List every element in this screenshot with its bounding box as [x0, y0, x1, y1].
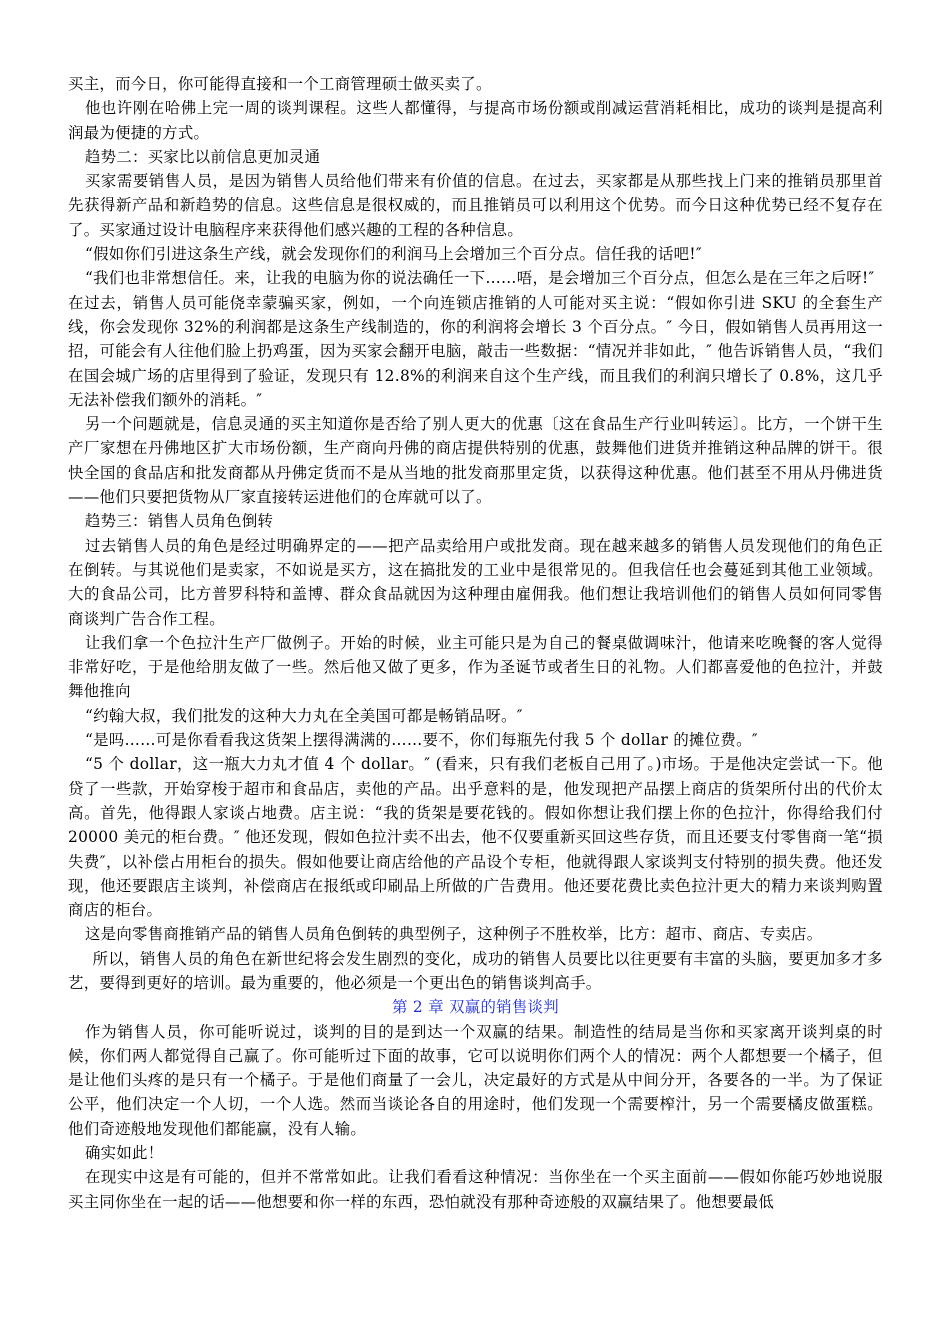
paragraph-salad-dressing: 让我们拿一个色拉汁生产厂做例子。开始的时候，业主可能只是为自己的餐桌做调味汁，他请来吃晚餐的客人觉得非常好吃，于是他给朋友做了一些。然后他又做了更多，作为圣诞节或者生日的礼物。人们都喜爱他的色拉汁，并鼓舞他推向: [68, 633, 883, 701]
paragraph-harvard: 他也许刚在哈佛上完一周的谈判课程。这些人都懂得，与提高市场份额或削减运营消耗相比，成功的谈判是提高利润最为便捷的方式。: [68, 99, 883, 142]
paragraph-conclusion: 所以，销售人员的角色在新世纪将会发生剧烈的变化，成功的销售人员要比以往更要有丰富的头脑，要更加多才多艺，要得到更好的培训。最为重要的，他必须是一个更出色的销售谈判高手。: [68, 949, 883, 992]
paragraph-indeed: 确实如此！: [84, 1144, 164, 1163]
paragraph-win-win-orange: 作为销售人员，你可能听说过，谈判的目的是到达一个双赢的结果。制造性的结局是当你和买家离开谈判桌的时候，你们两人都觉得自己赢了。你可能听过下面的故事，它可以说明你们两个人的情况：两个人都想要一个橘子，但是让他们头疼的是只有一个橘子。于是他们商量了一会儿，决定最好的方式是从中间分开，各要各的一半。为了保证公平，他们决定一个人切，一个人选。然而当谈论各自的用途时，他们发现一个需要榨汁，另一个需要橘皮做蛋糕。他们奇迹般地发现他们都能赢，没有人输。: [68, 1022, 883, 1138]
paragraph-diverting: 另一个问题就是，信息灵通的买主知道你是否给了别人更大的优惠〔这在食品生产行业叫转运〕。比方，一个饼干生产厂家想在丹佛地区扩大市场份额，生产商向丹佛的商店提供特别的优惠，鼓舞他们进货并推销这种品牌的饼干。很快全国的食品店和批发商都从丹佛定货而不是从当地的批发商那里定货，以获得这种优惠。他们甚至不用从丹佛进货——他们只要把货物从厂家直接转运进他们的仓库就可以了。: [68, 415, 883, 507]
subheading-trend-three: 趋势三：销售人员角色倒转: [84, 512, 274, 531]
paragraph-buyer-information: 买家需要销售人员，是因为销售人员给他们带来有价值的信息。在过去，买家都是从那些找上门来的推销员那里首先获得新产品和新趋势的信息。这些信息是很权威的，而且推销员可以利用这个优势。而今日这种优势已经不复存在了。买家通过设计电脑程序来获得他们感兴趣的工程的各种信息。: [68, 172, 883, 239]
chapter-heading: 第 2 章 双赢的销售谈判: [392, 998, 559, 1017]
paragraph-market-attempt: “5 个 dollar，这一瓶大力丸才值 4 个 dollar。″ (看来，只有我们老板自己用了。)市场。于是他决定尝试一下。他贷了一些款，开始穿梭于超市和食品店，卖他的产品。出乎意料的是，他发现把产品摆上商店的货架所付出的代价太高。首先，他得跟人家谈占地费。店主说：“我的货架是要花钱的。假如你想让我们摆上你的色拉汁，你得给我们付 20000 美元的柜台费。″ 他还发现，假如色拉汁卖不出去，他不仅要重新买回这些存货，而且还要支付零售商一笔“损失费″，以补偿占用柜台的损失。假如他要让商店给他的产品设个专柜，他就得跟人家谈判支付特别的损失费。他还发现，他还要跟店主谈判，补偿商店在报纸或印刷品上所做的广告费用。他还要花费比卖色拉汁更大的精力来谈判购置商店的柜台。: [68, 755, 883, 920]
quote-slotting-fee: “是吗……可是你看看我这货架上摆得满满的……要不，你们每瓶先付我 5 个 dollar 的摊位费。″: [84, 731, 758, 750]
paragraph-role-reversal: 过去销售人员的角色是经过明确界定的——把产品卖给用户或批发商。现在越来越多的销售人员发现他们的角色正在倒转。与其说他们是卖家，不如说是买方，这在搞批发的工业中是很常见的。但我信任也会蔓延到其他工业领域。大的食品公司，比方普罗科特和盖博、群众食品就因为这种理由雇佣我。他们想让我培训他们的销售人员如何同零售商谈判广告合作工程。: [68, 536, 883, 628]
quote-uncle-john: “约翰大叔，我们批发的这种大力丸在全美国可都是畅销品呀。″: [84, 706, 523, 725]
quote-introduce-line: “假如你们引进这条生产线，就会发现你们的利润马上会增加三个百分点。信任我的话吧!″: [84, 245, 702, 264]
paragraph-buyer-mba: 买主，而今日，你可能得直接和一个工商管理硕士做买卖了。: [68, 75, 492, 93]
paragraph-typical-example: 这是向零售商推销产品的销售人员角色倒转的典型例子，这种例子不胜枚举，比方：超市、商店、专卖店。: [84, 925, 823, 944]
paragraph-past-deception: 在过去，销售人员可能侥幸蒙骗买家，例如，一个向连锁店推销的人可能对买主说：“假如你引进 SKU 的全套生产线，你会发现你 32%的利润都是这条生产线制造的，你的利润将会增长 3 个百分点。″ 今日，假如销售人员再用这一招，可能会有人往他们脸上扔鸡蛋，因为买家会翻开电脑，敲击一些数据：“情况并非如此，″ 他告诉销售人员，“我们在国会城广场的店里得到了验证，发现只有 12.8%的利润来自这个生产线，而且我们的利润只增长了 0.8%，这几乎无法补偿我们额外的消耗。″: [68, 293, 883, 409]
document-page: [68, 72, 883, 1214]
quote-computer-check: “我们也非常想信任。来，让我的电脑为你的说法确任一下……唔，是会增加三个百分点，但怎么是在三年之后呀!″: [84, 269, 875, 288]
paragraph-reality: 在现实中这是有可能的，但并不常常如此。让我们看看这种情况：当你坐在一个买主面前——假如你能巧妙地说服买主同你坐在一起的话——他想要和你一样的东西，恐怕就没有那种奇迹般的双赢结果了。他想要最低: [68, 1168, 883, 1211]
subheading-trend-two: 趋势二：买家比以前信息更加灵通: [84, 147, 321, 166]
